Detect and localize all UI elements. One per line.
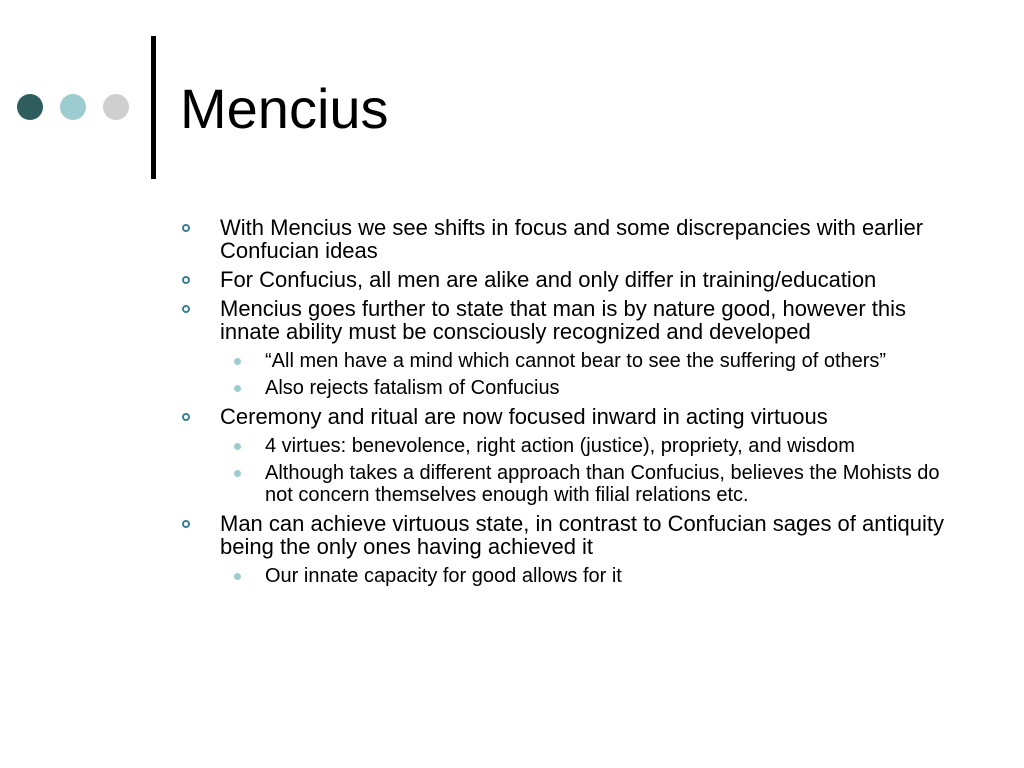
sub-bullet-list — [220, 435, 972, 506]
decorative-dot-dark — [17, 94, 43, 120]
bullet-text: Mencius goes further to state that man is by nature good, however this innate ability must be consciously recognized and developed — [220, 296, 907, 344]
bullet-text: With Mencius we see shifts in focus and some discrepancies with earlier Confucian ideas — [220, 215, 924, 263]
sub-bullet-item — [220, 435, 972, 457]
sub-bullet-text: 4 virtues: benevolence, right action (justice), propriety, and wisdom — [265, 435, 855, 457]
bullet-text: Man can achieve virtuous state, in contrast to Confucian sages of antiquity being the only ones having achieved it — [220, 511, 944, 559]
ring-bullet-icon — [182, 413, 190, 421]
ring-bullet-icon — [182, 224, 190, 232]
sub-bullet-list — [220, 565, 972, 587]
sub-bullet-text: Also rejects fatalism of Confucius — [265, 377, 560, 399]
dot-bullet-icon — [234, 470, 241, 477]
sub-bullet-list — [220, 350, 972, 399]
dot-bullet-icon — [234, 573, 241, 580]
sub-bullet-item — [220, 462, 972, 506]
sub-bullet-item — [220, 377, 972, 399]
slide-body — [182, 216, 972, 593]
dot-bullet-icon — [234, 443, 241, 450]
bullet-list — [182, 216, 972, 587]
ring-bullet-icon — [182, 305, 190, 313]
bullet-item — [182, 512, 972, 587]
dot-bullet-icon — [234, 358, 241, 365]
bullet-item — [182, 297, 972, 399]
bullet-item — [182, 268, 972, 291]
decorative-dot-gray — [103, 94, 129, 120]
sub-bullet-text: “All men have a mind which cannot bear to see the suffering of others” — [265, 350, 887, 372]
slide-title: Mencius — [180, 77, 389, 140]
bullet-item — [182, 405, 972, 506]
title-divider — [151, 36, 156, 179]
sub-bullet-text: Our innate capacity for good allows for it — [265, 565, 622, 587]
sub-bullet-item — [220, 565, 972, 587]
ring-bullet-icon — [182, 520, 190, 528]
ring-bullet-icon — [182, 276, 190, 284]
bullet-text: Ceremony and ritual are now focused inward in acting virtuous — [220, 404, 828, 429]
bullet-text: For Confucius, all men are alike and only differ in training/education — [220, 267, 877, 292]
sub-bullet-item — [220, 350, 972, 372]
sub-bullet-text: Although takes a different approach than Confucius, believes the Mohists do not concern themselves enough with filial relations etc. — [265, 462, 940, 506]
dot-bullet-icon — [234, 385, 241, 392]
bullet-item — [182, 216, 972, 262]
decorative-dot-light — [60, 94, 86, 120]
